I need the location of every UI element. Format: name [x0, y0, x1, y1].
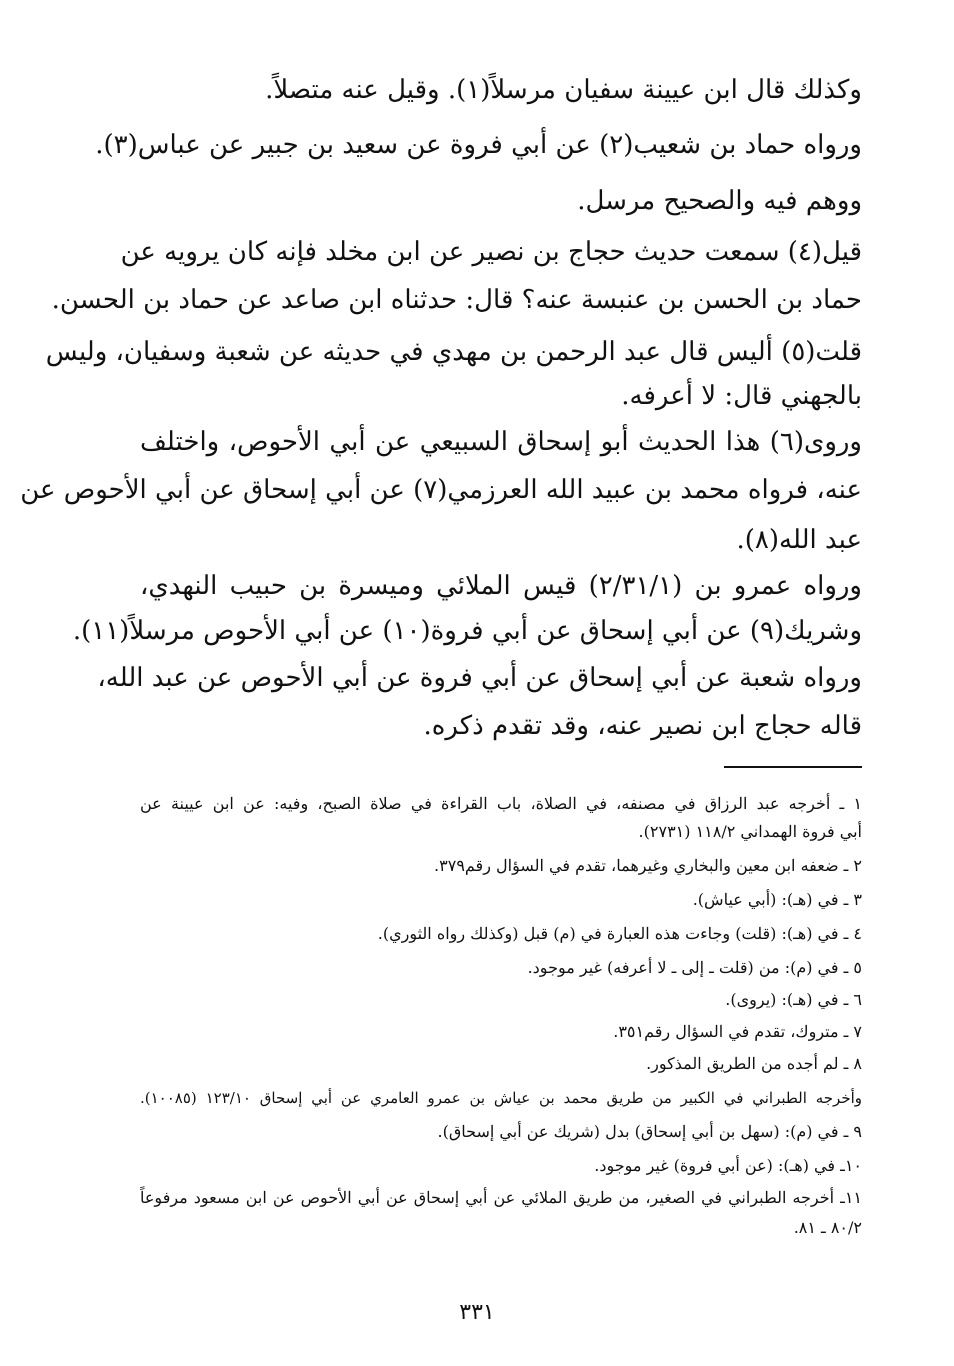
footnote-line: ٤ ـ في (هـ): (قلت) وجاءت هذه العبارة في (م) قبل (وكذلك رواه الثوري). [377, 924, 862, 943]
main-line: ووهم فيه والصحيح مرسل. [577, 186, 862, 216]
main-line: قيل(٤) سمعت حديث حجاج بن نصير عن ابن مخلد فإنه كان يرويه عن [120, 237, 862, 267]
main-line: ورواه عمرو بن (٢/٣١/١) قيس الملائي وميسرة بن حبيب النهدي، [140, 571, 862, 601]
footnote-separator [724, 766, 862, 768]
main-line: عنه، فرواه محمد بن عبيد الله العرزمي(٧) عن أبي إسحاق عن أبي الأحوص عن [20, 475, 862, 505]
main-line: ورواه حماد بن شعيب(٢) عن أبي فروة عن سعيد بن جبير عن عباس(٣). [95, 130, 862, 160]
main-line: قاله حجاج ابن نصير عنه، وقد تقدم ذكره. [423, 711, 862, 741]
page-number: ٣٣١ [459, 1300, 495, 1325]
footnote-line: ٨ ـ لم أجده من الطريق المذكور. [646, 1054, 862, 1073]
main-line: ورواه شعبة عن أبي إسحاق عن أبي فروة عن أبي الأحوص عن عبد الله، [97, 663, 862, 693]
main-line: حماد بن الحسن بن عنبسة عنه؟ قال: حدثناه ابن صاعد عن حماد بن الحسن. [51, 285, 862, 315]
main-line: بالجهني قال: لا أعرفه. [621, 381, 862, 411]
footnote-line: ٨٠/٢ ـ ٨١. [793, 1218, 862, 1237]
main-line: وكذلك قال ابن عيينة سفيان مرسلاً(١). وقيل عنه متصلاً. [265, 75, 862, 105]
footnote-line: أبي فروة الهمداني ١١٨/٢ (٢٧٣١). [638, 822, 862, 841]
main-line: عبد الله(٨). [736, 525, 862, 555]
main-line: وروى(٦) هذا الحديث أبو إسحاق السبيعي عن أبي الأحوص، واختلف [140, 427, 862, 457]
footnote-line: وأخرجه الطبراني في الكبير من طريق محمد بن عياش بن عمرو العامري عن أبي إسحاق ١٢٣/١٠ (١٠٠٨٥). [140, 1089, 863, 1107]
footnote-line: ٦ ـ في (هـ): (يروى). [725, 990, 862, 1009]
footnote-line: ١ ـ أخرجه عبد الرزاق في مصنفه، في الصلاة، باب القراءة في صلاة الصبح، وفيه: عن ابن عيينة عن [140, 794, 862, 813]
footnote-line: ٥ ـ في (م): من (قلت ـ إلى ـ لا أعرفه) غير موجود. [527, 958, 862, 977]
main-line: قلت(٥) أليس قال عبد الرحمن بن مهدي في حديثه عن شعبة وسفيان، وليس [45, 337, 862, 367]
main-line: وشريك(٩) عن أبي إسحاق عن أبي فروة(١٠) عن أبي الأحوص مرسلاً(١١). [72, 616, 862, 646]
footnote-line: ١٠ـ في (هـ): (عن أبي فروة) غير موجود. [594, 1156, 862, 1175]
footnote-line: ٧ ـ متروك، تقدم في السؤال رقم٣٥١. [613, 1022, 862, 1041]
footnote-line: ٣ ـ في (هـ): (أبي عياش). [692, 890, 862, 909]
footnote-line: ٢ ـ ضعفه ابن معين والبخاري وغيرهما، تقدم في السؤال رقم٣٧٩. [434, 856, 862, 875]
footnote-line: ١١ـ أخرجه الطبراني في الصغير، من طريق الملائي عن أبي إسحاق عن أبي الأحوص عن ابن مسعود مرفوعاً [140, 1188, 862, 1207]
footnote-line: ٩ ـ في (م): (سهل بن أبي إسحاق) بدل (شريك عن أبي إسحاق). [437, 1122, 862, 1141]
